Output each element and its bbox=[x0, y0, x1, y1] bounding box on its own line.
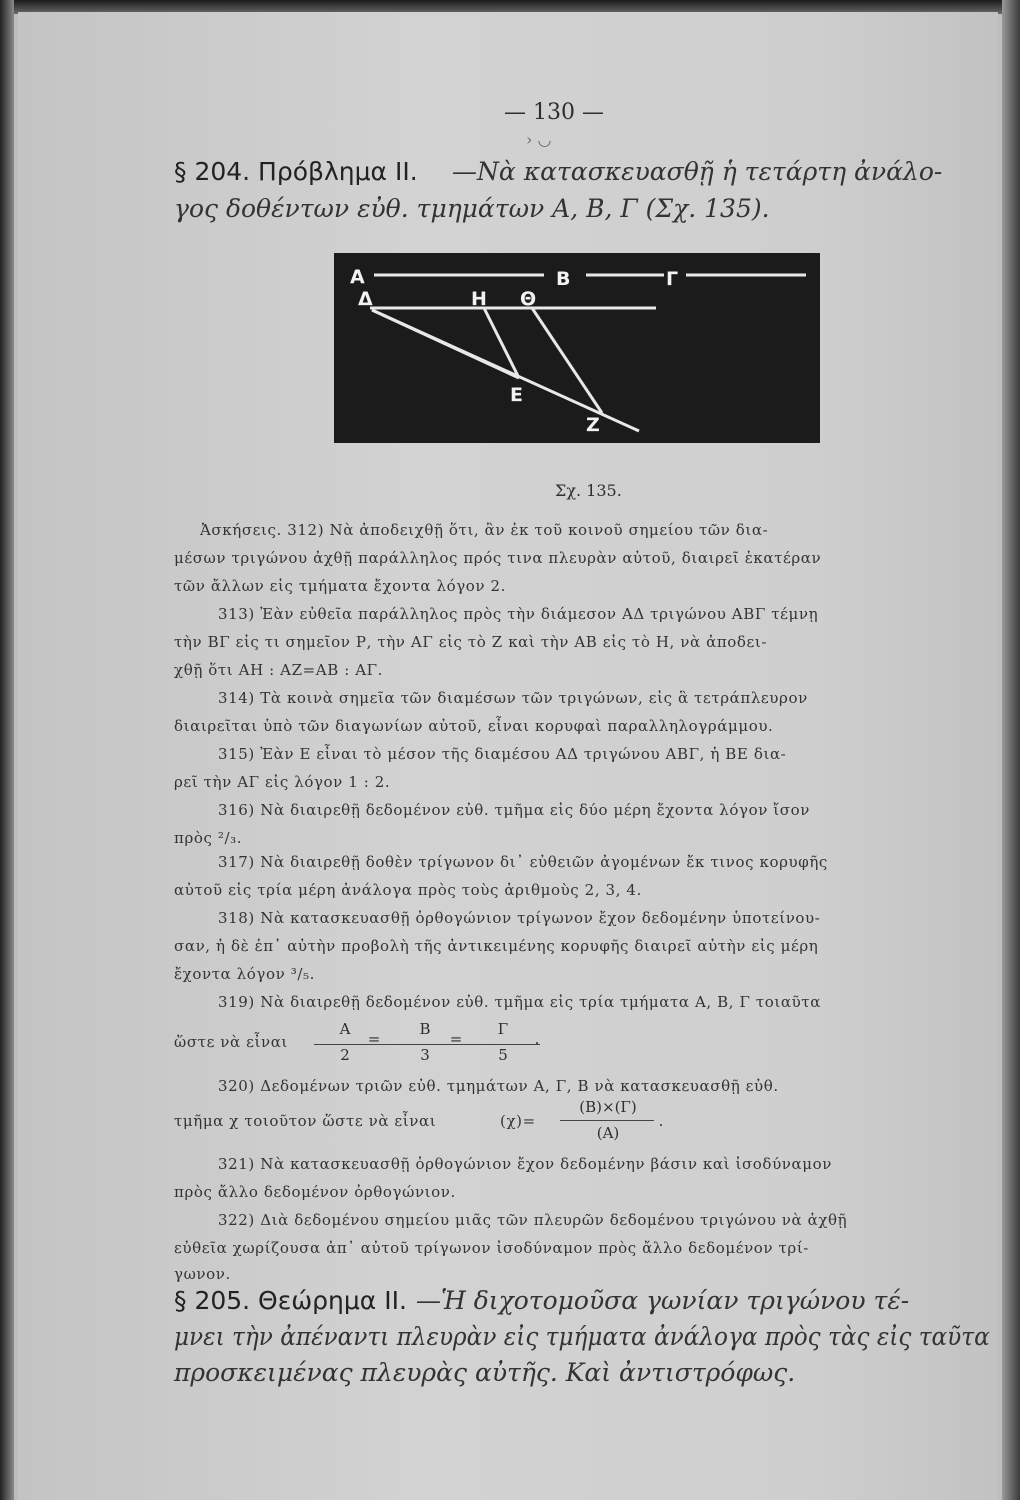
frac-319-num-g: Γ bbox=[497, 1020, 509, 1038]
exercise-312-line1: Ἀσκήσεις. 312) Νὰ ἀποδειχθῇ ὅτι, ἂν ἐκ τοῦ κοινοῦ σημείου τῶν δια- bbox=[200, 521, 769, 539]
exercise-320-line2: τμῆμα χ τοιοῦτον ὥστε νὰ εἶναι bbox=[174, 1112, 437, 1130]
problem-204-label: § 204. Πρόβλημα II. bbox=[174, 157, 418, 186]
label-gamma: Γ bbox=[666, 268, 679, 290]
frac-319-end: . bbox=[534, 1030, 540, 1048]
exercise-313-line1: 313) Ἐὰν εὐθεῖα παράλληλος πρὸς τὴν διάμεσον ΑΔ τριγώνου ΑΒΓ τέμνῃ bbox=[218, 605, 819, 623]
label-beta: Β bbox=[556, 268, 571, 290]
figure-caption: Σχ. 135. bbox=[555, 481, 622, 500]
scan-border-right bbox=[1002, 0, 1020, 1500]
exercise-322-line2: εὐθεῖα χωρίζουσα ἀπ᾽ αὐτοῦ τρίγωνον ἰσοδύναμον πρὸς ἄλλο δεδομένον τρί- bbox=[174, 1239, 809, 1257]
page-number: — 130 — bbox=[504, 100, 604, 125]
frac-320-numerator: (Β)×(Γ) bbox=[579, 1098, 637, 1116]
frac-319-rule bbox=[314, 1044, 540, 1045]
exercise-312-line2: μέσων τριγώνου ἀχθῇ παράλληλος πρός τινα πλευρὰν αὐτοῦ, διαιρεῖ ἑκατέραν bbox=[174, 549, 822, 567]
exercise-318-line2: σαν, ἡ δὲ ἐπ᾽ αὐτὴν προβολὴ τῆς ἀντικειμένης κορυφῆς διαιρεῖ αὐτὴν εἰς μέρη bbox=[174, 937, 819, 955]
frac-319-eq1: = bbox=[367, 1030, 381, 1048]
label-epsilon: Ε bbox=[510, 384, 523, 406]
ray-delta-e bbox=[372, 310, 519, 378]
label-delta: Δ bbox=[358, 288, 373, 310]
frac-319-den-5: 5 bbox=[498, 1046, 508, 1064]
label-alpha: Α bbox=[350, 266, 365, 288]
exercise-313-line2: τὴν ΒΓ εἰς τι σημεῖον Ρ, τὴν ΑΓ εἰς τὸ Ζ καὶ τὴν ΑΒ εἰς τὸ Η, νὰ ἀποδει- bbox=[174, 633, 768, 651]
scan-border-left bbox=[0, 0, 14, 1500]
label-zeta: Ζ bbox=[586, 414, 600, 436]
frac-320-end: . bbox=[658, 1112, 664, 1130]
exercise-317-line2: αὐτοῦ εἰς τρία μέρη ἀνάλογα πρὸς τοὺς ἀριθμοὺς 2, 3, 4. bbox=[174, 881, 642, 899]
exercise-312-line3: τῶν ἄλλων εἰς τμήματα ἔχοντα λόγον 2. bbox=[174, 577, 507, 595]
exercise-317-line1: 317) Νὰ διαιρεθῇ δοθὲν τρίγωνον δι᾽ εὐθειῶν ἀγομένων ἔκ τινος κορυφῆς bbox=[218, 853, 828, 871]
figure-135-drawing bbox=[334, 253, 820, 443]
exercise-320-line1: 320) Δεδομένων τριῶν εὐθ. τμημάτων Α, Γ, Β νὰ κατασκευασθῇ εὐθ. bbox=[218, 1077, 779, 1095]
exercise-316-line1: 316) Νὰ διαιρεθῇ δεδομένον εὐθ. τμῆμα εἰς δύο μέρη ἔχοντα λόγον ἴσον bbox=[218, 801, 810, 819]
frac-319-den-3: 3 bbox=[420, 1046, 430, 1064]
theorem-205-line2: μνει τὴν ἀπέναντι πλευρὰν εἰς τμήματα ἀνάλογα πρὸς τὰς εἰς ταῦτα bbox=[174, 1322, 990, 1351]
theorem-205-line3: προσκειμένας πλευρὰς αὐτῆς. Καὶ ἀντιστρόφως. bbox=[174, 1358, 796, 1387]
frac-319-num-b: Β bbox=[419, 1020, 431, 1038]
frac-319-den-2: 2 bbox=[340, 1046, 350, 1064]
exercise-316-line2: πρὸς ²/₃. bbox=[174, 829, 243, 847]
figure-135 bbox=[334, 253, 820, 443]
label-eta: Η bbox=[471, 288, 487, 310]
frac-320-rule bbox=[560, 1120, 654, 1121]
exercise-315-line2: ρεῖ τὴν ΑΓ εἰς λόγον 1 : 2. bbox=[174, 773, 391, 791]
theorem-205-label: § 205. Θεώρημα II. bbox=[174, 1286, 407, 1315]
exercise-321-line1: 321) Νὰ κατασκευασθῇ ὀρθογώνιον ἔχον δεδομένην βάσιν καὶ ἰσοδύναμον bbox=[218, 1155, 832, 1173]
exercise-318-line3: ἔχοντα λόγον ³/₅. bbox=[174, 965, 315, 983]
problem-204-statement-line2: γος δοθέντων εὐθ. τμημάτων Α, Β, Γ (Σχ. 135). bbox=[174, 194, 770, 223]
frac-320-lhs: (χ)= bbox=[500, 1112, 536, 1130]
problem-204-statement-line1: —Νὰ κατασκευασθῇ ἡ τετάρτη ἀνάλο- bbox=[452, 157, 943, 186]
handwritten-mark: › ◡ bbox=[526, 130, 552, 149]
exercise-314-line1: 314) Τὰ κοινὰ σημεῖα τῶν διαμέσων τῶν τριγώνων, εἰς ἃ τετράπλευρον bbox=[218, 689, 808, 707]
exercise-319-line2: ὥστε νὰ εἶναι bbox=[174, 1033, 288, 1051]
exercise-315-line1: 315) Ἐὰν Ε εἶναι τὸ μέσον τῆς διαμέσου ΑΔ τριγώνου ΑΒΓ, ἡ ΒΕ δια- bbox=[218, 745, 787, 763]
exercise-319-line1: 319) Νὰ διαιρεθῇ δεδομένον εὐθ. τμῆμα εἰς τρία τμήματα Α, Β, Γ τοιαῦτα bbox=[218, 993, 821, 1011]
exercise-321-line2: πρὸς ἄλλο δεδομένον ὀρθογώνιον. bbox=[174, 1183, 456, 1201]
frac-320-denominator: (Α) bbox=[596, 1124, 620, 1142]
exercise-314-line2: διαιρεῖται ὑπὸ τῶν διαγωνίων αὐτοῦ, εἶναι κορυφαὶ παραλληλογράμμου. bbox=[174, 717, 774, 735]
frac-319-eq2: = bbox=[449, 1030, 463, 1048]
exercise-318-line1: 318) Νὰ κατασκευασθῇ ὀρθογώνιον τρίγωνον ἔχον δεδομένην ὑποτείνου- bbox=[218, 909, 821, 927]
frac-319-num-a: Α bbox=[339, 1020, 351, 1038]
theorem-205-line1: —Ἡ διχοτομοῦσα γωνίαν τριγώνου τέ- bbox=[416, 1286, 910, 1315]
exercise-313-line3: χθῇ ὅτι ΑΗ : ΑΖ=ΑΒ : ΑΓ. bbox=[174, 661, 384, 679]
label-theta: Θ bbox=[520, 288, 537, 310]
exercise-322-line1: 322) Διὰ δεδομένου σημείου μιᾶς τῶν πλευρῶν δεδομένου τριγώνου νὰ ἀχθῇ bbox=[218, 1211, 848, 1229]
exercise-322-line3: γωνον. bbox=[174, 1265, 231, 1283]
